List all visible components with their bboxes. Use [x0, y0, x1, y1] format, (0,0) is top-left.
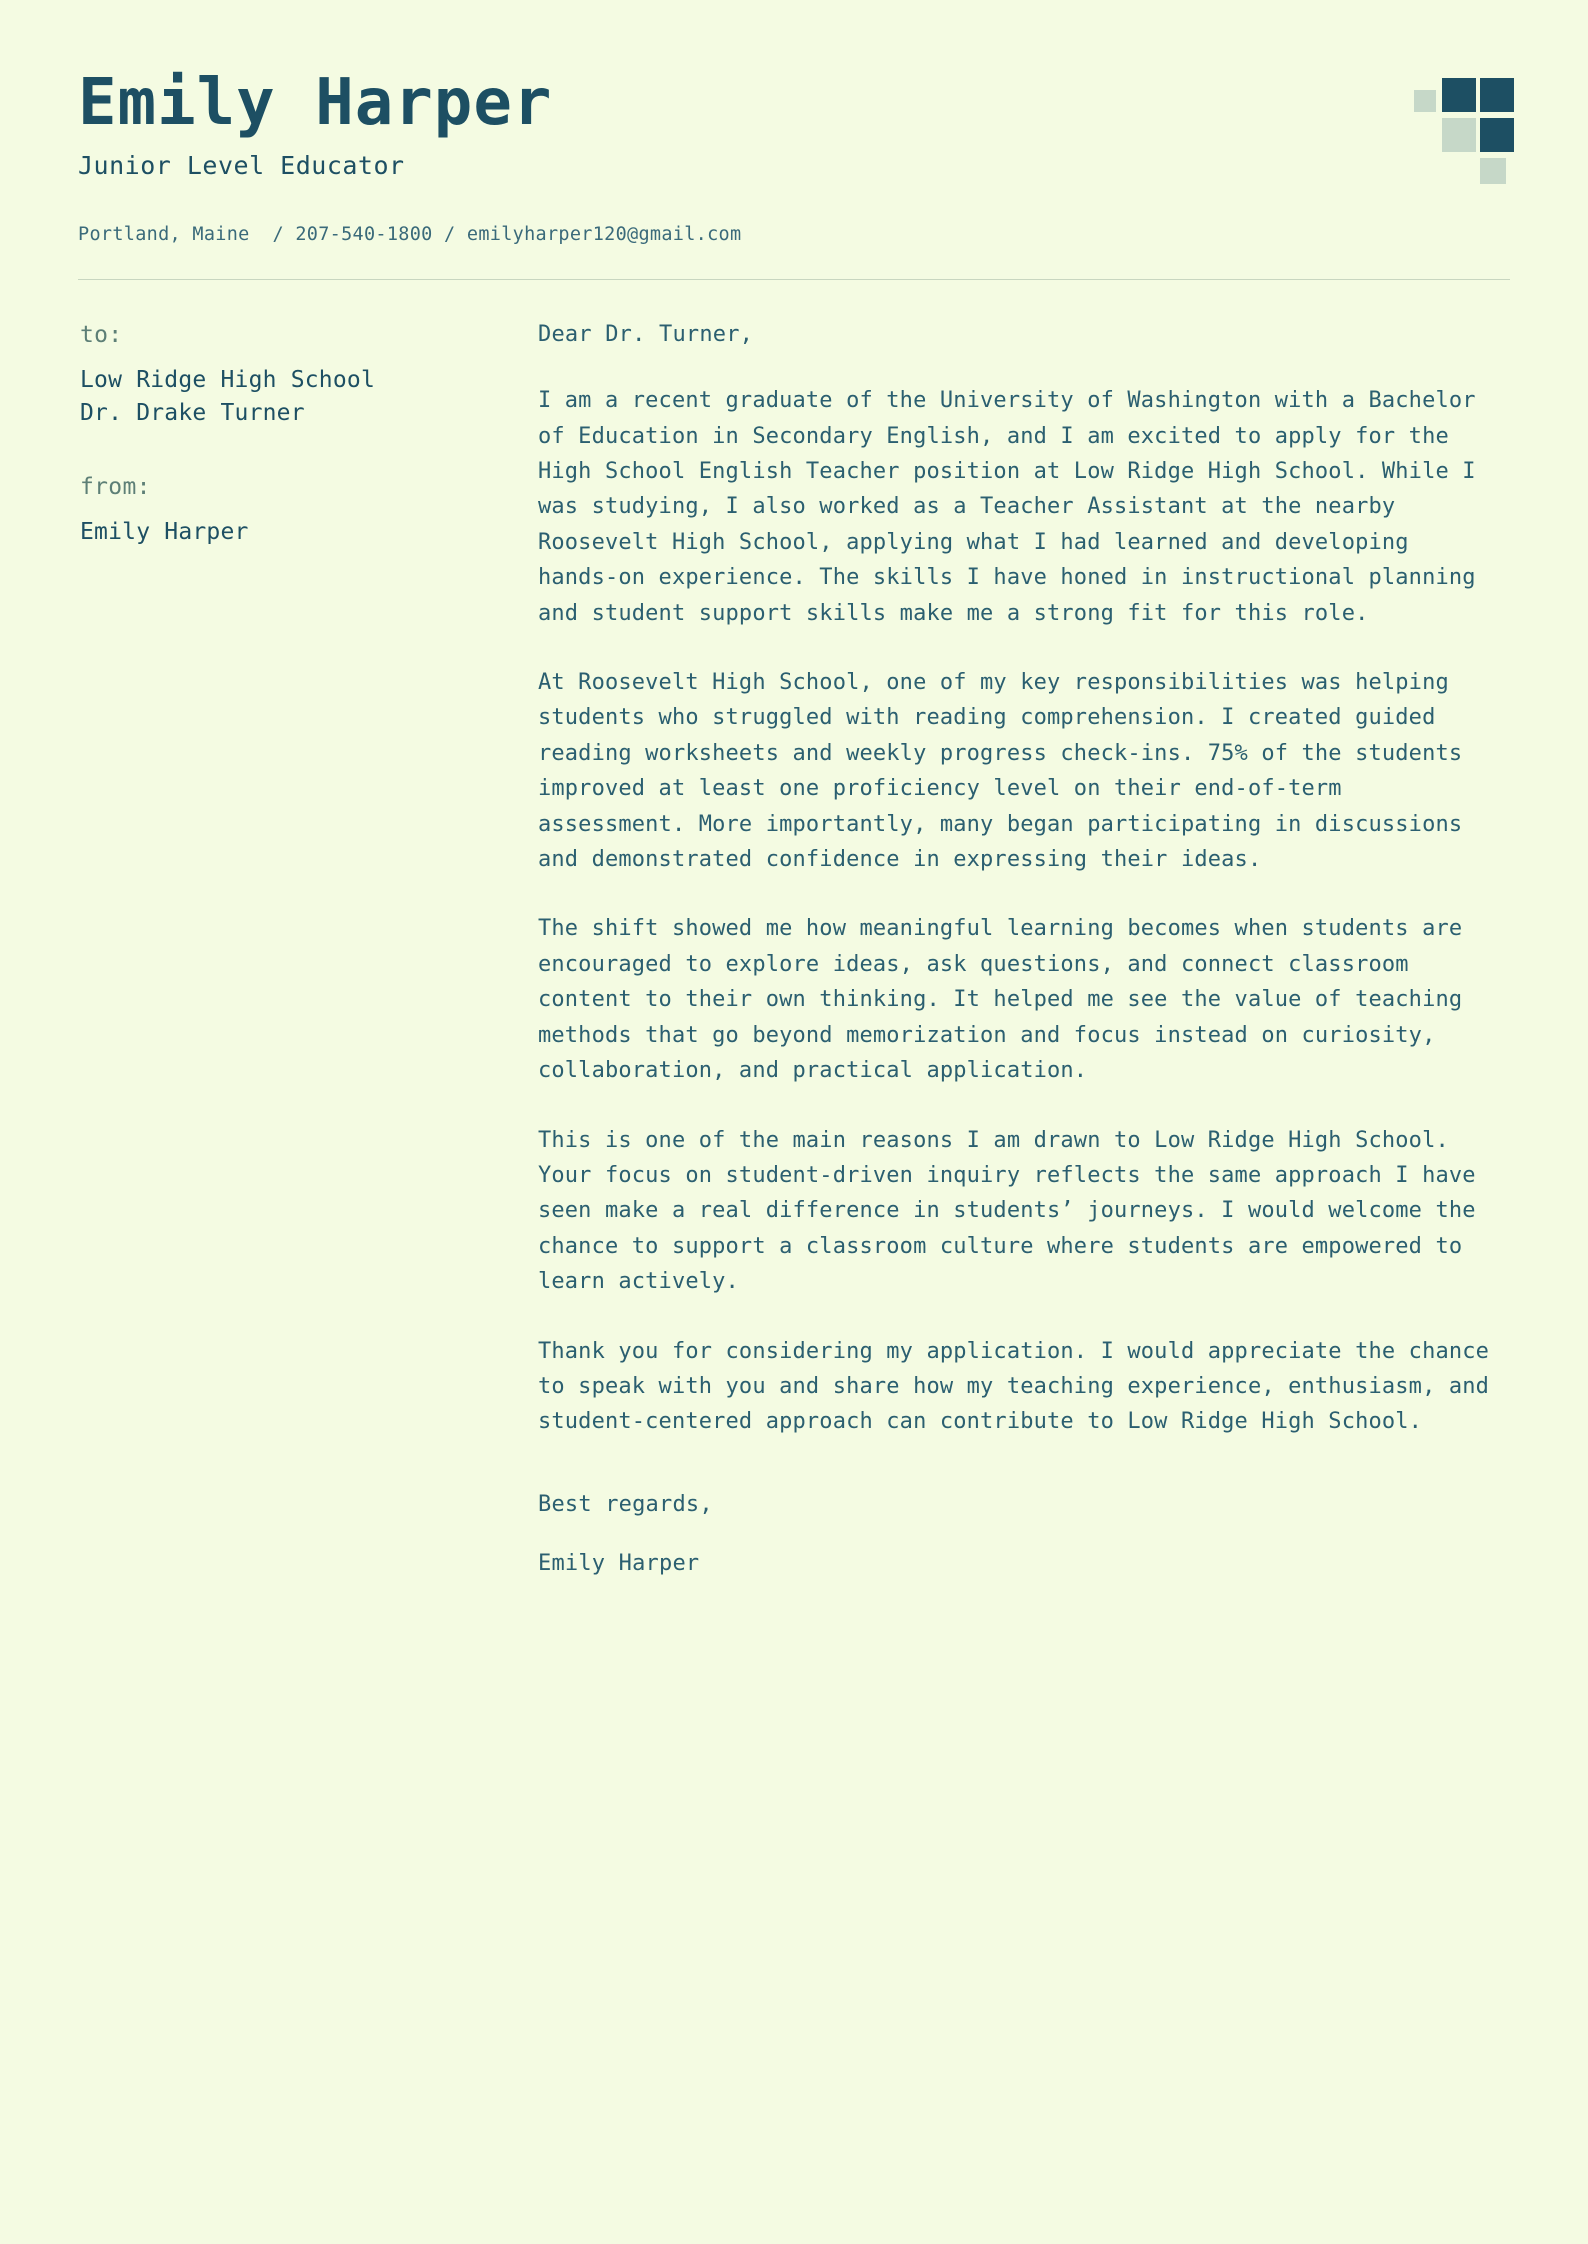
page-title: Emily Harper — [78, 66, 553, 140]
logo-square-5 — [1480, 118, 1514, 152]
logo-square-6 — [1480, 158, 1506, 184]
recipient-person: Dr. Drake Turner — [80, 399, 305, 426]
recipient-label: to: — [80, 322, 123, 349]
sender-block — [80, 474, 538, 549]
letter-paragraph: The shift showed me how meaningful learning becomes when students are encouraged to explore ideas, ask questions, and connect classroom content to their own thinking. It helped me see the value of teaching methods that go beyond memorization and focus instead on curiosity, collaboration, and practical application. — [538, 916, 1463, 1084]
letter-meta-column — [78, 322, 538, 1576]
letter-paragraph: This is one of the main reasons I am drawn to Low Ridge High School. Your focus on student-driven inquiry reflects the same approach I have seen make a real difference in students’ journeys. I would welcome the chance to support a classroom culture where students are empowered to learn actively. — [538, 1127, 1476, 1295]
letter-text-column — [538, 322, 1510, 1576]
header-divider — [78, 279, 1510, 280]
recipient-organization: Low Ridge High School — [80, 367, 375, 394]
job-title: Junior Level Educator — [78, 151, 405, 181]
sender-label: from: — [80, 473, 151, 500]
signature: Emily Harper — [538, 1550, 700, 1576]
logo-mark — [1414, 78, 1510, 188]
logo-square-4 — [1442, 118, 1476, 152]
letter-paragraph: At Roosevelt High School, one of my key responsibilities was helping students who struggled with reading comprehension. I created guided reading worksheets and weekly progress check-ins. 75% of the students improved at least one proficiency level on their end-of-term assessment. More importantly, many began participating in discussions and demonstrated confidence in expressing their ideas. — [538, 670, 1463, 873]
logo-square-1 — [1414, 90, 1436, 112]
closing: Best regards, — [538, 1491, 713, 1517]
sender-name: Emily Harper — [80, 518, 249, 545]
logo-square-3 — [1480, 78, 1514, 112]
logo-square-2 — [1442, 78, 1476, 112]
letter-paragraph: Thank you for considering my application. I would appreciate the chance to speak with you and share how my teaching experience, enthusiasm, and student-centered approach can contribute to Low Ridge High School. — [538, 1338, 1490, 1435]
letter-body — [78, 322, 1510, 1576]
letter-header — [78, 60, 1510, 280]
salutation: Dear Dr. Turner, — [538, 322, 754, 348]
letter-paragraph: I am a recent graduate of the University of Washington with a Bachelor of Education in Secondary English, and I am excited to apply for the High School English Teacher position at Low Ridge High School. While I was studying, I also worked as a Teacher Assistant at the nearby Roosevelt High School, applying what I had learned and developing hands-on experience. The skills I have honed in instructional planning and student support skills make me a strong fit for this role. — [538, 388, 1476, 626]
contact-line: Portland, Maine / 207-540-1800 / emilyharper120@gmail.com — [78, 224, 742, 246]
recipient-block — [80, 322, 538, 429]
